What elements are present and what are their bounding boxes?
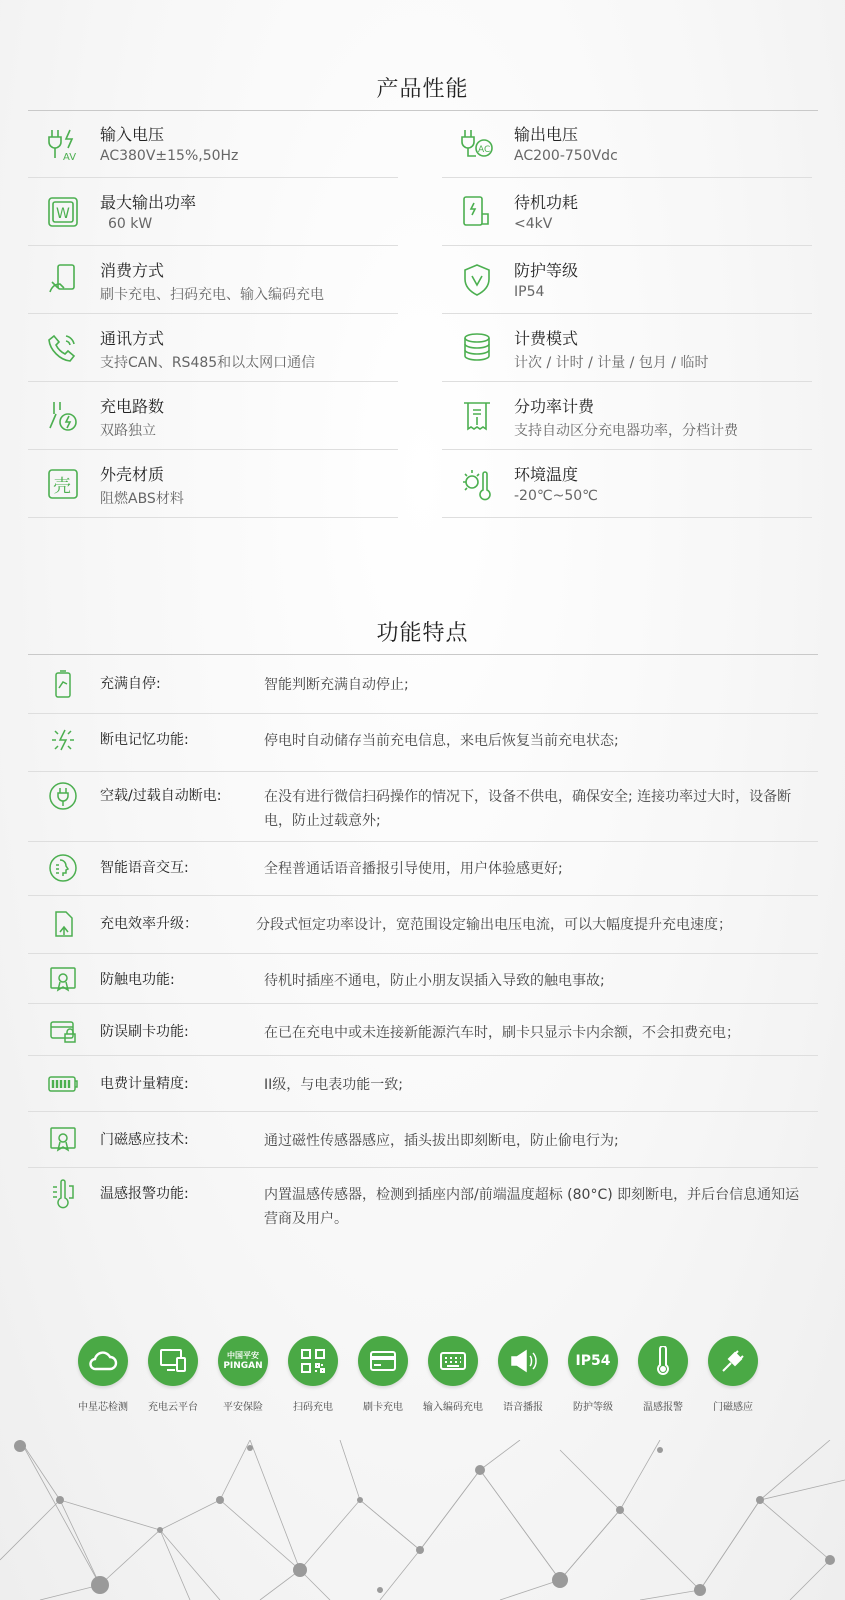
- feature-name: 防触电功能:: [100, 972, 175, 988]
- qr-code-icon: [288, 1336, 338, 1386]
- power-w-icon: [46, 194, 80, 230]
- spec-communication: [28, 320, 398, 382]
- spec-power-billing: [442, 388, 812, 450]
- standby-phone-icon: [460, 194, 494, 230]
- divider: [442, 313, 812, 314]
- svg-text:壳: 壳: [53, 476, 71, 497]
- spec-output-voltage: [442, 116, 812, 178]
- performance-divider: [28, 110, 818, 111]
- feature-desc: 通过磁性传感器感应，插头拔出即刻断电，防止偷电行为;: [264, 1133, 619, 1149]
- divider: [442, 381, 812, 382]
- divider: [28, 313, 398, 314]
- badge-testing: [68, 1336, 138, 1413]
- feature-row: [28, 1178, 818, 1238]
- spec-billing-mode: [442, 320, 812, 382]
- badge-label: 温感报警: [643, 1402, 683, 1413]
- card-swipe-icon: [46, 262, 80, 298]
- feature-desc: 停电时自动储存当前充电信息，来电后恢复当前充电状态;: [264, 733, 619, 749]
- feature-row: [28, 852, 818, 896]
- keyboard-icon: [428, 1336, 478, 1386]
- plug-ac-icon: [460, 126, 494, 162]
- feature-desc: 待机时插座不通电，防止小朋友误插入导致的触电事故;: [264, 973, 605, 989]
- spec-value: 刷卡充电、扫码充电、输入编码充电: [100, 287, 324, 303]
- shield-icon: [460, 262, 494, 298]
- features-divider: [28, 654, 818, 655]
- feature-name: 温感报警功能:: [100, 1186, 189, 1202]
- divider: [442, 517, 812, 518]
- devices-icon: [148, 1336, 198, 1386]
- divider: [28, 177, 398, 178]
- spec-value: AC200-750Vdc: [514, 148, 618, 164]
- spec-value: <4kV: [514, 216, 553, 232]
- divider: [28, 381, 398, 382]
- dual-charge-icon: [46, 398, 80, 434]
- spec-name: 环境温度: [514, 465, 579, 484]
- badge-voice-broadcast: [488, 1336, 558, 1413]
- spec-consumption-method: [28, 252, 398, 314]
- voice-face-icon: [48, 852, 78, 884]
- spec-standby-power: [442, 184, 812, 246]
- spec-name: 通讯方式: [100, 329, 165, 348]
- divider: [28, 449, 398, 450]
- divider: [28, 1167, 818, 1168]
- feature-row: [28, 1068, 818, 1112]
- feature-desc: II级，与电表功能一致;: [264, 1077, 403, 1093]
- card-icon: [358, 1336, 408, 1386]
- spec-charge-channels: [28, 388, 398, 450]
- divider: [28, 1111, 818, 1112]
- divider: [28, 1003, 818, 1004]
- receipt-icon: [460, 398, 494, 434]
- divider: [28, 517, 398, 518]
- badge-pingan: [208, 1336, 278, 1413]
- battery-full-icon: [48, 668, 78, 700]
- feature-name: 防误刷卡功能:: [100, 1024, 189, 1040]
- badge-label: 平安保险: [223, 1402, 263, 1413]
- spec-value: AC380V±15%,50Hz: [100, 148, 239, 164]
- feature-desc: 在已在充电中或未连接新能源汽车时，刷卡只显示卡内余额，不会扣费充电；: [264, 1025, 740, 1041]
- feature-desc: 智能判断充满自动停止;: [264, 677, 409, 693]
- ip54-icon: IP54: [568, 1336, 618, 1386]
- spec-max-output-power: [28, 184, 398, 246]
- feature-name: 充满自停:: [100, 676, 161, 692]
- feature-row: [28, 724, 818, 772]
- badge-cloud-platform: [138, 1336, 208, 1413]
- performance-title: 产品性能: [376, 77, 469, 102]
- megaphone-icon: [498, 1336, 548, 1386]
- svg-text:AV: AV: [63, 152, 77, 162]
- feature-name: 门磁感应技术:: [100, 1132, 189, 1148]
- badge-label: 扫码充电: [293, 1402, 333, 1413]
- spec-name: 输出电压: [514, 125, 579, 144]
- feature-desc: 全程普通话语音播报引导使用，用户体验感更好;: [264, 861, 563, 877]
- spec-name: 防护等级: [514, 261, 579, 280]
- spec-value: 阻燃ABS材料: [100, 491, 184, 507]
- spec-shell-material: [28, 456, 398, 518]
- spec-input-voltage: [28, 116, 398, 178]
- badge-protection: [558, 1336, 628, 1413]
- plug-circle-icon: [48, 780, 78, 812]
- badge-label: 输入编码充电: [423, 1402, 483, 1413]
- badge-temperature-alarm: [628, 1336, 698, 1413]
- feature-row: [28, 668, 818, 714]
- spec-name: 充电路数: [100, 397, 165, 416]
- divider: [28, 953, 818, 954]
- divider: [442, 449, 812, 450]
- feature-row: [28, 964, 818, 1004]
- badge-label: 中星芯检测: [78, 1402, 128, 1413]
- divider: [28, 895, 818, 896]
- divider: [442, 245, 812, 246]
- divider: [28, 1055, 818, 1056]
- spec-protection-level: [442, 252, 812, 314]
- badge-label: 防护等级: [573, 1402, 613, 1413]
- divider: [28, 713, 818, 714]
- thermometer-icon: [638, 1336, 688, 1386]
- badge-card-charge: [348, 1336, 418, 1413]
- spec-value: -20℃~50℃: [514, 488, 598, 504]
- badge-label: 语音播报: [503, 1402, 543, 1413]
- spec-name: 待机功耗: [514, 193, 579, 212]
- spec-name: 外壳材质: [100, 465, 165, 484]
- feature-row: [28, 908, 818, 954]
- badge-label: 充电云平台: [148, 1402, 198, 1413]
- badge-scan-charge: [278, 1336, 348, 1413]
- power-burst-icon: [48, 724, 78, 756]
- thermometer-sun-icon: [460, 466, 494, 502]
- feature-desc: 分段式恒定功率设计，宽范围设定输出电压电流，可以大幅度提升充电速度；: [256, 917, 732, 933]
- spec-name: 计费模式: [514, 329, 579, 348]
- spec-name: 最大输出功率: [100, 193, 197, 212]
- feature-name: 空载/过载自动断电:: [100, 788, 222, 804]
- feature-name: 充电效率升级：: [100, 916, 198, 932]
- network-decoration: [0, 1440, 845, 1600]
- spec-value: 计次 / 计时 / 计量 / 包月 / 临时: [514, 355, 709, 371]
- temperature-alarm-icon: [48, 1178, 78, 1210]
- plug-av-icon: [46, 126, 80, 162]
- divider: [28, 245, 398, 246]
- battery-meter-icon: [48, 1068, 78, 1100]
- spec-value: 双路独立: [100, 423, 156, 439]
- spec-name: 分功率计费: [514, 397, 595, 416]
- svg-text:W: W: [56, 206, 70, 222]
- spec-name: 输入电压: [100, 125, 165, 144]
- feature-row: [28, 780, 818, 842]
- feature-row: [28, 1124, 818, 1168]
- shell-icon: [46, 466, 80, 502]
- spec-name: 消费方式: [100, 261, 165, 280]
- badge-code-charge: [418, 1336, 488, 1413]
- certificate-icon: [48, 964, 78, 996]
- spec-value: 支持CAN、RS485和以太网口通信: [100, 355, 316, 371]
- certificate-icon: [48, 1124, 78, 1156]
- feature-name: 断电记忆功能:: [100, 732, 189, 748]
- feature-row: [28, 1016, 818, 1056]
- plug-icon: [708, 1336, 758, 1386]
- efficiency-up-icon: [48, 908, 78, 940]
- feature-desc: 内置温感传感器，检测到插座内部/前端温度超标 (80°C) 即刻断电，并后台信息通知运营商及用户。: [264, 1187, 800, 1227]
- spec-value: IP54: [514, 284, 545, 300]
- pingan-logo-icon: 中国平安 PINGAN: [218, 1336, 268, 1386]
- feature-name: 电费计量精度:: [100, 1076, 189, 1092]
- feature-name: 智能语音交互:: [100, 860, 189, 876]
- cloud-icon: [78, 1336, 128, 1386]
- spec-value: 60 kW: [108, 216, 153, 232]
- badge-label: 门磁感应: [713, 1402, 753, 1413]
- badge-label: 刷卡充电: [363, 1402, 403, 1413]
- divider: [28, 841, 818, 842]
- divider: [28, 771, 818, 772]
- svg-text:AC: AC: [478, 145, 491, 155]
- features-title: 功能特点: [376, 621, 469, 646]
- divider: [442, 177, 812, 178]
- card-lock-icon: [48, 1016, 78, 1048]
- spec-ambient-temperature: [442, 456, 812, 518]
- badge-door-sensor: [698, 1336, 768, 1413]
- phone-icon: [46, 330, 80, 366]
- feature-desc: 在没有进行微信扫码操作的情况下，设备不供电，确保安全; 连接功率过大时，设备断电，防止过载意外;: [264, 789, 792, 829]
- coins-icon: [460, 330, 494, 366]
- spec-value: 支持自动区分充电器功率，分档计费: [514, 423, 738, 439]
